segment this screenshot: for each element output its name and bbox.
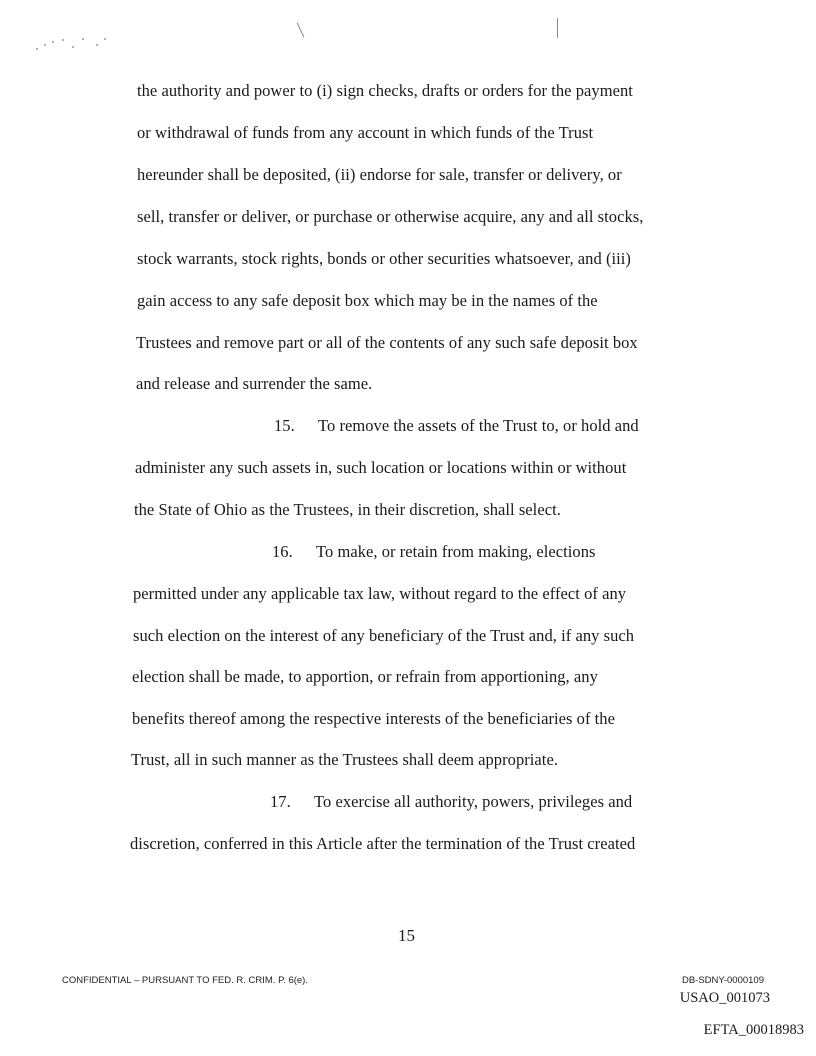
scan-speck	[52, 41, 54, 43]
efta-bates-number: EFTA_00018983	[703, 1022, 804, 1038]
body-line: Trustees and remove part or all of the contents of any such safe deposit box	[136, 333, 638, 352]
body-line: benefits thereof among the respective interests of the beneficiaries of the	[132, 709, 615, 728]
body-line: permitted under any applicable tax law, without regard to the effect of any	[133, 584, 627, 603]
scan-speck	[44, 44, 46, 46]
paragraph-number: 17.	[270, 792, 291, 811]
body-line: and release and surrender the same.	[136, 374, 373, 393]
body-line: the authority and power to (i) sign checks, drafts or orders for the payment	[137, 81, 633, 100]
paragraph-number: 15.	[274, 416, 295, 435]
scan-speck	[82, 38, 84, 40]
scan-speck	[104, 38, 106, 40]
page-number: 15	[398, 926, 415, 945]
usao-bates-number: USAO_001073	[679, 990, 770, 1006]
scan-mark	[557, 18, 558, 38]
body-line: stock warrants, stock rights, bonds or other securities whatsoever, and (iii)	[137, 249, 631, 268]
paragraph-17-first-line	[270, 792, 632, 812]
paragraph-text: To exercise all authority, powers, privileges and	[314, 792, 633, 811]
body-line: the State of Ohio as the Trustees, in their discretion, shall select.	[134, 500, 561, 519]
body-line: or withdrawal of funds from any account in which funds of the Trust	[137, 123, 594, 142]
paragraph-text: To remove the assets of the Trust to, or hold and	[318, 416, 639, 435]
scan-speck	[96, 44, 98, 46]
body-line: discretion, conferred in this Article after the termination of the Trust created	[130, 834, 636, 853]
scan-speck	[72, 46, 74, 48]
scan-speck	[36, 48, 38, 50]
paragraph-text: To make, or retain from making, elections	[316, 542, 596, 561]
paragraph-number: 16.	[272, 542, 293, 561]
confidential-notice: CONFIDENTIAL – PURSUANT TO FED. R. CRIM. P. 6(e).	[62, 975, 308, 986]
body-line: election shall be made, to apportion, or refrain from apportioning, any	[132, 667, 598, 686]
body-line: administer any such assets in, such location or locations within or without	[135, 458, 627, 477]
body-line: hereunder shall be deposited, (ii) endorse for sale, transfer or delivery, or	[137, 165, 622, 184]
db-bates-number: DB-SDNY-0000109	[681, 975, 764, 986]
body-line: gain access to any safe deposit box which may be in the names of the	[137, 291, 598, 310]
paragraph-15-first-line	[274, 416, 639, 436]
body-line: sell, transfer or deliver, or purchase or otherwise acquire, any and all stocks,	[137, 207, 644, 226]
scan-mark	[297, 23, 305, 38]
scan-speck	[62, 39, 64, 41]
paragraph-16-first-line	[272, 542, 595, 562]
body-line: such election on the interest of any beneficiary of the Trust and, if any such	[133, 626, 635, 645]
body-line: Trust, all in such manner as the Trustees shall deem appropriate.	[131, 750, 558, 769]
